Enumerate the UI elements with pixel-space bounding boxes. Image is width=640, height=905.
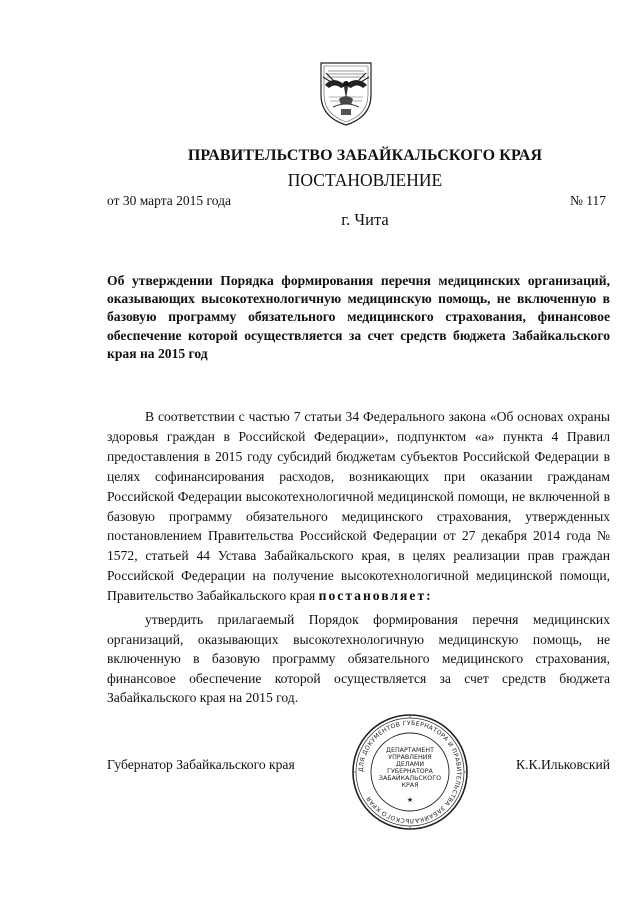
stamp-line: УПРАВЛЕНИЯ — [388, 754, 432, 761]
government-title: ПРАВИТЕЛЬСТВО ЗАБАЙКАЛЬСКОГО КРАЯ — [187, 147, 543, 164]
preamble-paragraph — [107, 407, 610, 606]
stamp-line: ДЕПАРТАМЕНТ — [386, 747, 434, 754]
stamp-line: ГУБЕРНАТОРА — [387, 768, 433, 775]
stamp-line: ДЕЛАМИ — [395, 761, 425, 768]
preamble-keyword: постановляет: — [318, 588, 433, 604]
signatory-position: Губернатор Забайкальского края — [107, 757, 295, 772]
star-icon: ★ — [406, 796, 414, 804]
decree-paragraph: утвердить прилагаемый Порядок формирования перечня медицинских организаций, оказывающих высокотехнологичную медицинскую помощь, не включенную в базовую программу обязательного медицинского страхования, финансовое обеспечение которой осуществляется за счет средств бюджета Забайкальского края на 2015 год. — [107, 612, 610, 706]
stamp-line: КРАЯ — [401, 782, 419, 789]
document-type: ПОСТАНОВЛЕНИЕ — [287, 170, 443, 190]
stamp-line: ЗАБАЙКАЛЬСКОГО — [378, 775, 442, 782]
official-stamp — [350, 712, 470, 832]
coat-of-arms-emblem — [311, 55, 381, 127]
signatory-name: К.К.Ильковский — [516, 757, 610, 772]
document-subject: Об утверждении Порядка формирования перечня медицинских организаций, оказывающих высокотехнологичную медицинскую помощь, не включенную в базовую программу обязательного медицинского страхования, финансовое обеспечение которой осуществляется за счет средств бюджета Забайкальского края на 2015 год — [107, 273, 610, 361]
document-city: г. Чита — [341, 210, 389, 229]
document-number: № 117 — [569, 193, 606, 208]
stamp-ring-text: ДЛЯ ДОКУМЕНТОВ ГУБЕРНАТОРА И ПРАВИТЕЛЬСТВА ЗАБАЙКАЛЬСКОГО КРАЯ — [357, 719, 463, 825]
preamble-text: В соответствии с частью 7 статьи 34 Федерального закона «Об основах охраны здоровья граждан в Российской Федерации», подпунктом «а» пункта 4 Правил предоставления в 2015 году субсидий бюджетам субъектов Российской Федерации в целях софинансирования расходов, возникающих при оказании гражданам Российской Федерации высокотехнологичной медицинской помощи, не включенной в базовую программу обязательного медицинского страхования, утвержденных постановлением Правительства Российской Федерации от 27 декабря 2014 года № 1572, статьей 44 Устава Забайкальского края, в целях реализации прав граждан Российской Федерации на получение высокотехнологичной медицинской помощи, Правительство Забайкальского края — [107, 409, 610, 604]
document-date: от 30 марта 2015 года — [107, 193, 231, 208]
